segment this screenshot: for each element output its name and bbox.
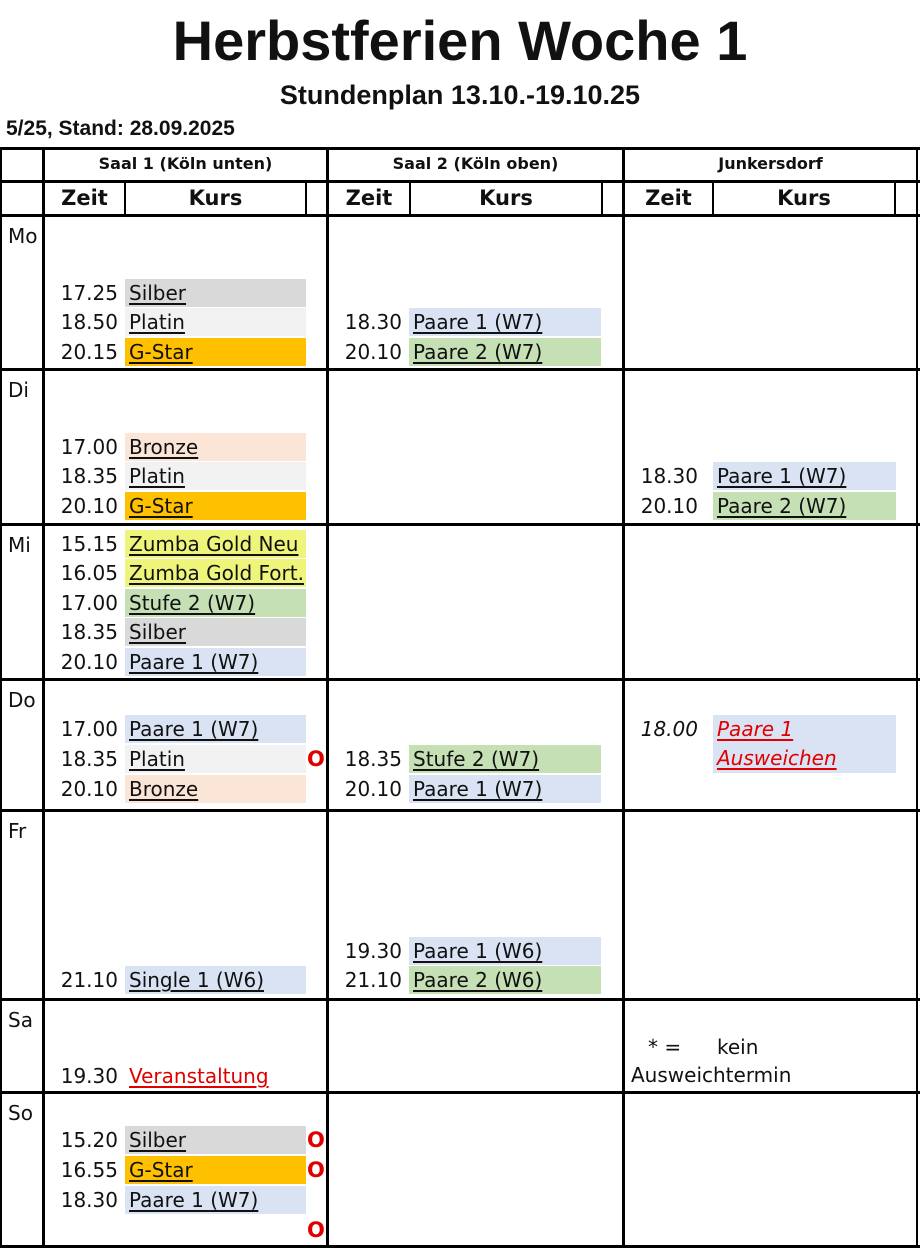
course-time: 18.30 <box>60 1188 118 1212</box>
change-marker: O <box>307 1158 325 1182</box>
course-time: 18.50 <box>60 310 118 334</box>
legend-word: kein <box>717 1035 759 1059</box>
course-name[interactable]: Veranstaltung <box>125 1062 306 1090</box>
course-time: 20.10 <box>640 494 698 518</box>
course-time: 18.35 <box>60 464 118 488</box>
column-header-course: Kurs <box>188 186 243 210</box>
grid-line-horizontal <box>0 678 920 681</box>
room-header: Junkersdorf <box>718 154 823 173</box>
room-header: Saal 2 (Köln oben) <box>392 154 559 173</box>
grid-line-horizontal <box>0 1091 920 1094</box>
course-name[interactable]: Paare 2 (W7) <box>409 338 601 366</box>
change-marker: O <box>307 747 325 771</box>
issue-and-date: 5/25, Stand: 28.09.2025 <box>6 117 235 140</box>
course-name[interactable]: Platin <box>125 308 306 336</box>
day-label: Do <box>8 688 36 712</box>
course-name-line: Paare 1 <box>717 717 794 741</box>
course-name[interactable]: Platin <box>125 462 306 490</box>
change-marker: O <box>307 1128 325 1152</box>
column-header-course: Kurs <box>777 186 831 210</box>
course-time: 18.35 <box>60 620 118 644</box>
grid-line-vertical <box>622 147 625 1248</box>
legend-symbol: * = <box>648 1035 682 1059</box>
day-label: So <box>8 1101 33 1125</box>
course-time: 15.20 <box>60 1128 118 1152</box>
grid-line-vertical <box>916 147 918 1248</box>
page-title: Herbstferien Woche 1 <box>172 9 748 72</box>
course-name[interactable]: Bronze <box>125 775 306 803</box>
course-time: 18.00 <box>640 717 698 741</box>
course-time: 19.30 <box>344 939 402 963</box>
course-name[interactable]: Zumba Gold Neu <box>125 530 306 558</box>
course-time: 17.00 <box>60 717 118 741</box>
course-name[interactable]: Stufe 2 (W7) <box>125 589 306 617</box>
course-time: 17.00 <box>60 591 118 615</box>
grid-line-vertical <box>0 147 2 1248</box>
course-time: 20.10 <box>60 650 118 674</box>
course-time: 21.10 <box>60 968 118 992</box>
room-header: Saal 1 (Köln unten) <box>98 154 273 173</box>
course-time: 17.25 <box>60 281 118 305</box>
course-name[interactable]: G-Star <box>125 492 306 520</box>
course-time: 18.35 <box>344 747 402 771</box>
grid-line-horizontal <box>0 998 920 1001</box>
course-time: 21.10 <box>344 968 402 992</box>
grid-line-vertical <box>42 147 45 1248</box>
course-name[interactable]: Paare 1 (W7) <box>409 308 601 336</box>
day-label: Mo <box>8 224 38 248</box>
course-name[interactable]: Silber <box>125 279 306 307</box>
day-label: Di <box>8 378 29 402</box>
course-name[interactable]: Paare 1 (W7) <box>713 462 896 490</box>
day-label: Fr <box>8 819 27 843</box>
course-time: 18.30 <box>640 464 698 488</box>
course-time: 20.15 <box>60 340 118 364</box>
course-name[interactable]: Paare 1 (W6) <box>409 937 601 965</box>
course-time: 20.10 <box>60 494 118 518</box>
grid-line-vertical <box>601 180 603 214</box>
grid-line-horizontal <box>0 1245 920 1248</box>
course-name[interactable]: Platin <box>125 745 306 773</box>
column-header-time: Zeit <box>345 186 393 210</box>
course-name[interactable]: Paare 1 (W7) <box>409 775 601 803</box>
course-time: 18.30 <box>344 310 402 334</box>
grid-line-horizontal <box>0 368 920 371</box>
course-name[interactable]: Paare 2 (W7) <box>713 492 896 520</box>
course-time: 16.05 <box>60 561 118 585</box>
course-name[interactable]: Silber <box>125 1126 306 1154</box>
course-time: 15.15 <box>60 532 118 556</box>
course-time: 17.00 <box>60 435 118 459</box>
grid-line-horizontal <box>0 214 920 217</box>
grid-line-horizontal <box>0 809 920 812</box>
course-name[interactable]: Zumba Gold Fort. <box>125 559 306 587</box>
page-subtitle: Stundenplan 13.10.-19.10.25 <box>279 80 641 110</box>
course-name[interactable]: Paare 1 (W7) <box>125 648 306 676</box>
course-name[interactable]: Paare 1 (W7) <box>125 1186 306 1214</box>
course-name[interactable] <box>713 715 896 773</box>
grid-line-horizontal <box>0 523 920 526</box>
grid-line-vertical <box>326 147 329 1248</box>
course-name[interactable]: Stufe 2 (W7) <box>409 745 601 773</box>
course-name-line: Ausweichen <box>717 746 837 770</box>
day-label: Sa <box>8 1008 33 1032</box>
course-time: 20.10 <box>344 340 402 364</box>
course-name[interactable]: Paare 1 (W7) <box>125 715 306 743</box>
day-label: Mi <box>8 533 31 557</box>
course-time: 20.10 <box>344 777 402 801</box>
course-time: 18.35 <box>60 747 118 771</box>
change-marker: O <box>307 1218 325 1242</box>
course-name[interactable]: G-Star <box>125 338 306 366</box>
column-header-course: Kurs <box>479 186 533 210</box>
course-time: 16.55 <box>60 1158 118 1182</box>
course-time: 20.10 <box>60 777 118 801</box>
course-time: 19.30 <box>60 1064 118 1088</box>
legend-text: Ausweichtermin <box>631 1063 792 1087</box>
course-name[interactable]: Bronze <box>125 433 306 461</box>
grid-line-vertical <box>894 180 896 214</box>
column-header-time: Zeit <box>645 186 692 210</box>
grid-line-vertical <box>305 180 307 214</box>
course-name[interactable]: Paare 2 (W6) <box>409 966 601 994</box>
course-name[interactable]: G-Star <box>125 1156 306 1184</box>
course-name[interactable]: Silber <box>125 618 306 646</box>
course-name[interactable]: Single 1 (W6) <box>125 966 306 994</box>
column-header-time: Zeit <box>61 186 108 210</box>
